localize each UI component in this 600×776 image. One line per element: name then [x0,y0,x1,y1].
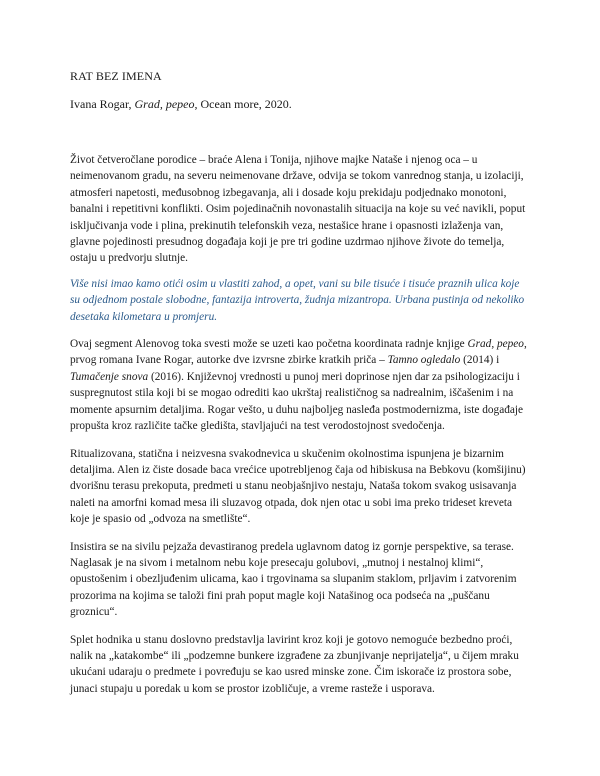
paragraph-segment [70,336,532,434]
p3-text-c: , prvog romana Ivane Rogar, autorke dve izvrsne zbirke kratkih priča – [70,338,527,367]
book-quote: Više nisi imao kamo otići osim u vlastiti zahod, a opet, vani su bile tisuće i tisuće praznih ulica koje su odjednom postale slobodne, fantazija introverta, žudnja mizantropa. Urbana pustinja od nekoliko desetaka kilometara u promjeru. [70,277,525,323]
p3-text-g: (2016). Književnoj vrednosti u punoj meri doprinose njen dar za psihologizaciju i suspregnutost stila koji bi se mogao odrediti kao ukrštaj realističnog sa nadrealnim, iščašenim i na momente apsurnim detaljima. Rogar vešto, u duhu najboljeg nasleđa postmodernizma, iste događaje propušta kroz različite tačke gledišta, stavljajući na test verodostojnost svedočenja. [70,370,524,433]
book-citation [70,97,532,112]
p3-collection-title-2: Tumačenje snova [70,370,149,383]
p3-text-a: Ovaj segment Alenovog toka svesti može se uzeti kao početna koordinata radnje knjige [70,338,468,351]
paragraph-labyrinth: Splet hodnika u stanu doslovno predstavlja lavirint kroz koji je gotovo nemoguće bezbedno proći, nalik na „katakombe“ ili „podzemne bunkere izgrađene za zbunjivanje neprijatelja“, u čijem mraku ukućani udaraju o predmete i povređuju se kao usred minske zone. Čim iskorače iz prostora sobe, junaci stupaju u poredak u kom se prostor izobličuje, a vreme rasteže i usporava. [70,633,519,695]
citation-author: Ivana Rogar, [70,97,135,111]
citation-publisher: , Ocean more, 2020. [194,97,292,111]
p3-text-e: (2014) i [460,354,500,367]
paragraph-everyday: Ritualizovana, statična i neizvesna svakodnevica u skučenim okolnostima ispunjena je bizarnim detaljima. Alen iz čiste dosade baca vrećice upotrebljenog čaja od hibiskusa na Bebkovu (komšijinu) dvorišnu terasu prekoputa, predmeti u stanu neobjašnjivo nestaju, Nataša tokom svakog usisavanja naleti na amorfni komad mesa ili sluzavog otpada, dok njen otac u sobi ima preko trideset kreveta koje je spasio od „odvoza na smetlište“. [70,447,526,526]
p3-book-title: Grad, pepeo [467,338,524,351]
paragraph-intro: Život četveročlane porodice – braće Alena i Tonija, njihove majke Nataše i njenog oca – u neimenovanom gradu, na severu neimenovane države, odvija se tokom vanrednog stanja, u izolaciji, atmosferi napetosti, međusobnog izbegavanja, ali i dosade koju prekidaju podjednako monotoni, banalni i repetitivni konflikti. Osim pojedinačnih novonastalih situacija na koje su već navikli, poput isključivanja vode i plina, prekinutih telefonskih veza, nestašice hrane i opasnosti izlaženja van, glavne pojedinosti presudnog događaja koji je pre tri godine uzdrmao njihove živote do temelja, ostaju u predvorju slutnje. [70,154,526,265]
p3-collection-title-1: Tamno ogledalo [387,354,461,367]
paragraph-landscape: Insistira se na sivilu pejzaža devastiranog predela uglavnom datog iz gornje perspektive, sa terase. Naglasak je na sivom i metalnom nebu koje presecaju golubovi, „mutnoj i nestalnoj klimi“, opustošenim i obezljuđenim ulicama, kao i trgovinama sa slupanim staklom, prljavim i zatvorenim prozorima na kojima se taloži fini prah poput magle koji Natašinog oca podseća na „puščanu groznicu“. [70,540,517,619]
article-title: RAT BEZ IMENA [70,69,162,83]
citation-book-title: Grad, pepeo [134,97,195,111]
